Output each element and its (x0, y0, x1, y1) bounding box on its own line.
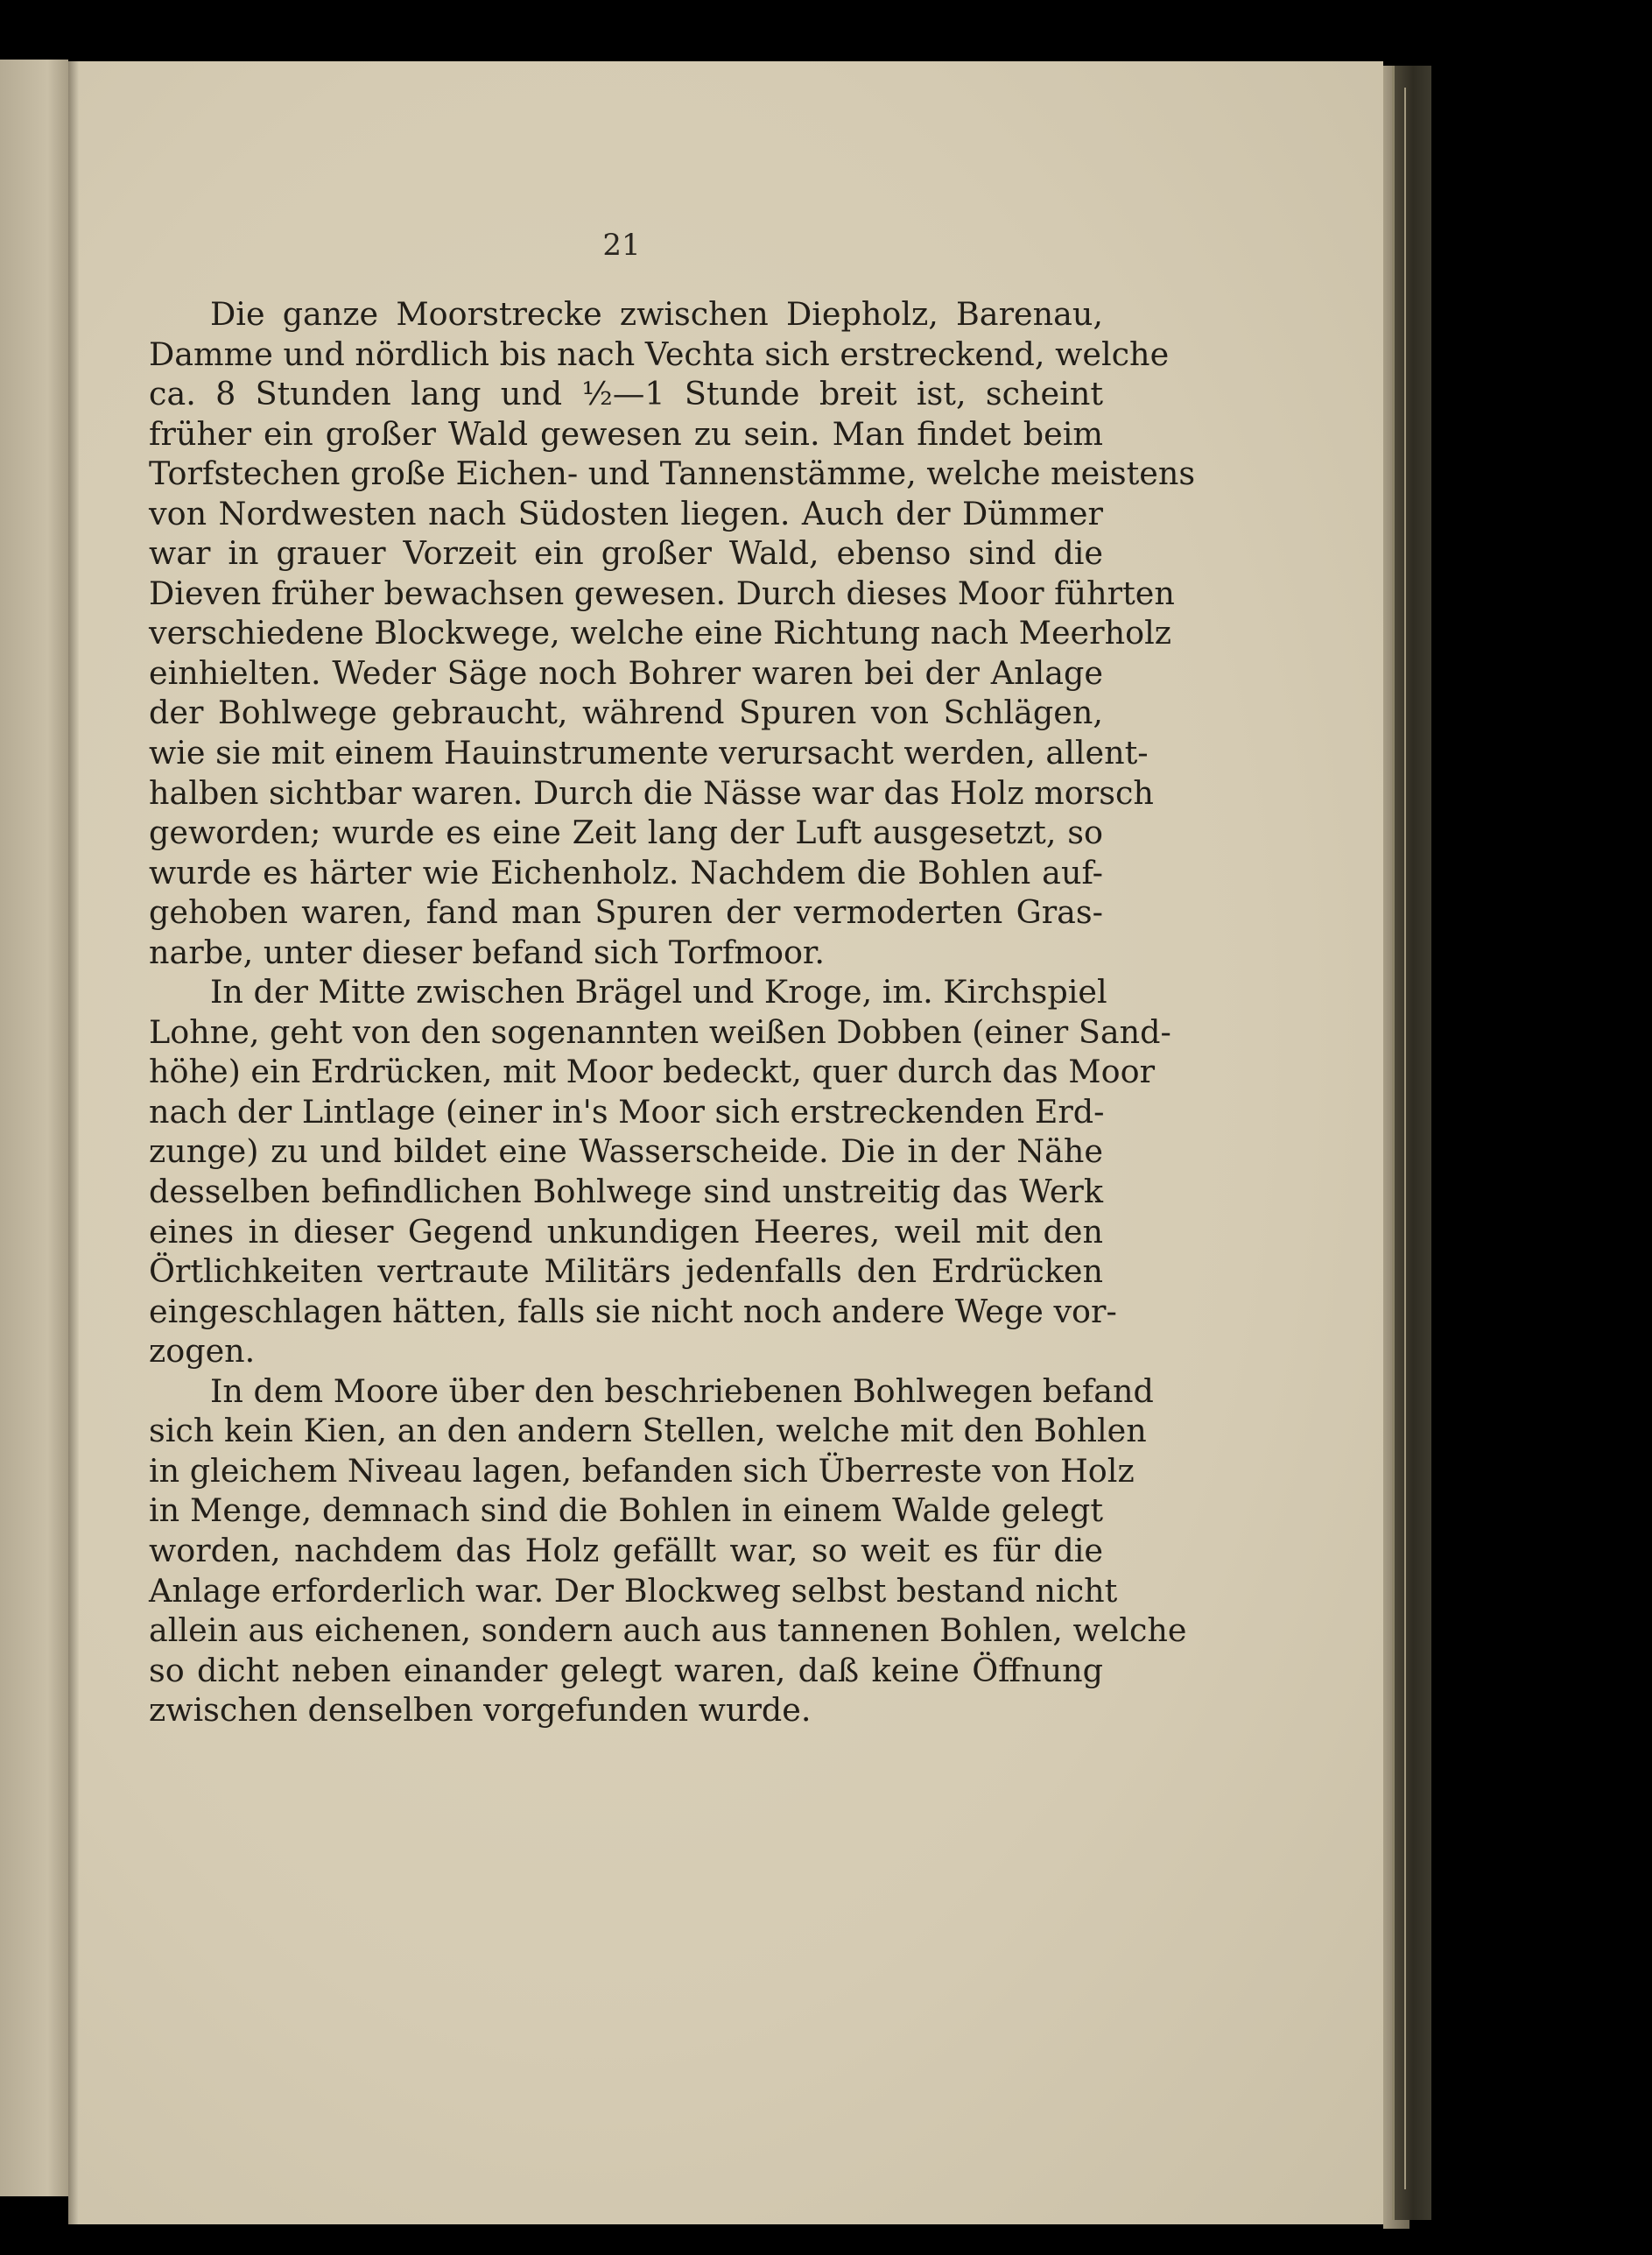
text-line: Die ganze Moorstrecke zwischen Diepholz, Barenau, (210, 295, 1103, 333)
text-line: einhielten. Weder Säge noch Bohrer waren bei der Anlage (149, 653, 1103, 692)
text-line: wie sie mit einem Hauinstrumente verursacht werden, allent- (149, 734, 1149, 772)
text-line: allein aus eichenen, sondern auch aus tannenen Bohlen, welche (149, 1611, 1187, 1650)
text-line: worden, nachdem das Holz gefällt war, so weit es für die (149, 1531, 1103, 1569)
text-line: sich kein Kien, an den andern Stellen, welche mit den Bohlen (149, 1412, 1147, 1450)
text-line: desselben befindlichen Bohlwege sind unstreitig das Werk (149, 1173, 1103, 1211)
text-line: zunge) zu und bildet eine Wasserscheide. Die in der Nähe (149, 1132, 1103, 1171)
text-line: Dieven früher bewachsen gewesen. Durch dieses Moor führten (149, 574, 1175, 612)
text-line: der Bohlwege gebraucht, während Spuren von Schlägen, (149, 694, 1103, 732)
body-text (149, 294, 1196, 1730)
spine-binding-line (1404, 88, 1406, 2189)
text-line: nach der Lintlage (einer in's Moor sich erstreckenden Erd- (149, 1092, 1105, 1131)
text-line: In dem Moore über den beschriebenen Bohlwegen befand (210, 1371, 1154, 1410)
text-line: war in grauer Vorzeit ein großer Wald, ebenso sind die (149, 534, 1103, 573)
text-line: Torfstechen große Eichen- und Tannenstämme, welche meistens (149, 455, 1196, 493)
text-line: wurde es härter wie Eichenholz. Nachdem die Bohlen auf- (149, 853, 1103, 891)
text-line: früher ein großer Wald gewesen zu sein. Man findet beim (149, 414, 1103, 453)
page-gutter (68, 61, 79, 2224)
paragraph (149, 1371, 1187, 1730)
left-page-edge (0, 60, 68, 2196)
text-line: zwischen denselben vorgefunden wurde. (149, 1691, 812, 1730)
text-line: zogen. (149, 1332, 256, 1371)
text-line: gehoben waren, fand man Spuren der vermoderten Gras- (149, 893, 1103, 932)
text-line: so dicht neben einander gelegt waren, daß keine Öffnung (149, 1651, 1103, 1689)
text-line: in Menge, demnach sind die Bohlen in einem Walde gelegt (149, 1491, 1103, 1530)
paragraph (149, 294, 1196, 972)
text-line: von Nordwesten nach Südosten liegen. Auch der Dümmer (149, 494, 1103, 532)
text-line: halben sichtbar waren. Durch die Nässe war das Holz morsch (149, 773, 1154, 812)
text-line: narbe, unter dieser befand sich Torfmoor. (149, 933, 825, 971)
text-line: Anlage erforderlich war. Der Blockweg selbst bestand nicht (149, 1571, 1118, 1610)
text-line: Lohne, geht von den sogenannten weißen Dobben (einer Sand- (149, 1012, 1171, 1051)
page-number: 21 (602, 228, 641, 263)
text-line: Örtlichkeiten vertraute Militärs jedenfalls den Erdrücken (149, 1252, 1103, 1291)
text-line: In der Mitte zwischen Brägel und Kroge, im. Kirchspiel (210, 973, 1107, 1011)
paragraph (149, 972, 1171, 1371)
text-line: eines in dieser Gegend unkundigen Heeres, weil mit den (149, 1212, 1103, 1251)
text-line: ca. 8 Stunden lang und ½—1 Stunde breit ist, scheint (149, 375, 1103, 413)
text-line: geworden; wurde es eine Zeit lang der Luft ausgesetzt, so (149, 814, 1103, 852)
text-line: in gleichem Niveau lagen, befanden sich Überreste von Holz (149, 1451, 1135, 1490)
text-line: höhe) ein Erdrücken, mit Moor bedeckt, quer durch das Moor (149, 1053, 1156, 1091)
text-line: verschiedene Blockwege, welche eine Richtung nach Meerholz (149, 614, 1171, 652)
text-line: Damme und nördlich bis nach Vechta sich erstreckend, welche (149, 335, 1170, 373)
text-line: eingeschlagen hätten, falls sie nicht noch andere Wege vor- (149, 1292, 1117, 1330)
book-spine (1392, 66, 1431, 2220)
